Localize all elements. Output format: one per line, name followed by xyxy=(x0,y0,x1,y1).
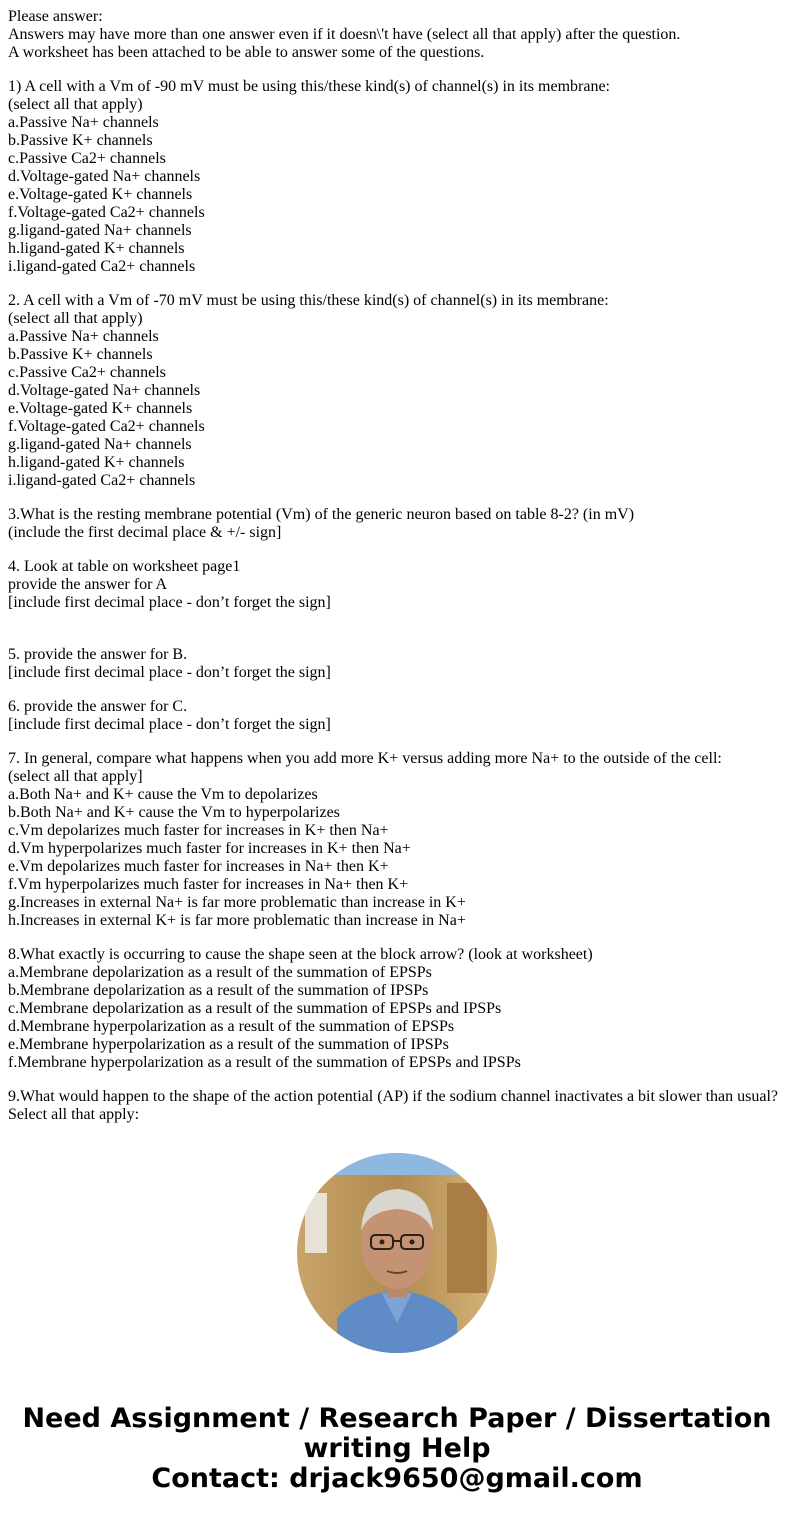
intro-line: Please answer: xyxy=(8,8,103,25)
answer-option: d.Membrane hyperpolarization as a result of the summation of EPSPs xyxy=(8,1018,455,1035)
avatar xyxy=(297,1153,497,1353)
question-text: 8.What exactly is occurring to cause the shape seen at the block arrow? (look at worksheet) xyxy=(8,946,593,963)
footer-contact: Contact: drjack9650@gmail.com xyxy=(151,1463,643,1494)
question-instruction: (select all that apply) xyxy=(8,310,143,327)
answer-option: b.Membrane depolarization as a result of the summation of IPSPs xyxy=(8,982,429,999)
answer-option: g.Increases in external Na+ is far more problematic than increase in K+ xyxy=(8,894,466,911)
answer-option: a.Passive Na+ channels xyxy=(8,114,159,131)
answer-option: i.ligand-gated Ca2+ channels xyxy=(8,472,196,489)
answer-option: f.Vm hyperpolarizes much faster for increases in Na+ then K+ xyxy=(8,876,409,893)
question-text: 2. A cell with a Vm of -70 mV must be using this/these kind(s) of channel(s) in its membrane: xyxy=(8,292,609,309)
question-instruction: (select all that apply) xyxy=(8,96,143,113)
answer-option: f.Voltage-gated Ca2+ channels xyxy=(8,204,205,221)
answer-option: c.Membrane depolarization as a result of the summation of EPSPs and IPSPs xyxy=(8,1000,502,1017)
answer-option: e.Membrane hyperpolarization as a result of the summation of IPSPs xyxy=(8,1036,449,1053)
question-1 xyxy=(8,78,788,276)
answer-option: h.Increases in external K+ is far more problematic than increase in Na+ xyxy=(8,912,466,929)
question-4 xyxy=(8,558,788,630)
question-2 xyxy=(8,292,788,490)
answer-option: c.Vm depolarizes much faster for increases in K+ then Na+ xyxy=(8,822,389,839)
question-9 xyxy=(8,1088,788,1124)
intro-line: A worksheet has been attached to be able to answer some of the questions. xyxy=(8,44,485,61)
portrait-photo xyxy=(297,1153,497,1353)
question-text: 4. Look at table on worksheet page1 xyxy=(8,558,241,575)
answer-option: b.Passive K+ channels xyxy=(8,346,153,363)
question-instruction: [include first decimal place - don’t forget the sign] xyxy=(8,664,331,681)
intro-line: Answers may have more than one answer even if it doesn\'t have (select all that apply) after the question. xyxy=(8,26,681,43)
answer-option: h.ligand-gated K+ channels xyxy=(8,454,185,471)
question-8 xyxy=(8,946,788,1072)
answer-option: g.ligand-gated Na+ channels xyxy=(8,222,192,239)
answer-option: d.Voltage-gated Na+ channels xyxy=(8,168,201,185)
footer-banner xyxy=(0,1404,794,1494)
blank-line xyxy=(8,612,788,630)
answer-option: h.ligand-gated K+ channels xyxy=(8,240,185,257)
answer-option: d.Voltage-gated Na+ channels xyxy=(8,382,201,399)
question-text: 5. provide the answer for B. xyxy=(8,646,188,663)
answer-option: e.Vm depolarizes much faster for increases in Na+ then K+ xyxy=(8,858,389,875)
answer-option: e.Voltage-gated K+ channels xyxy=(8,400,193,417)
answer-option: b.Both Na+ and K+ cause the Vm to hyperpolarizes xyxy=(8,804,340,821)
question-text: 6. provide the answer for C. xyxy=(8,698,188,715)
question-instruction: (select all that apply] xyxy=(8,768,143,785)
question-text: 3.What is the resting membrane potential (Vm) of the generic neuron based on table 8-2? (in mV) xyxy=(8,506,635,523)
question-text: provide the answer for A xyxy=(8,576,168,593)
answer-option: f.Voltage-gated Ca2+ channels xyxy=(8,418,205,435)
question-instruction: [include first decimal place - don’t forget the sign] xyxy=(8,716,331,733)
question-3 xyxy=(8,506,788,542)
question-instruction: Select all that apply: xyxy=(8,1106,140,1123)
answer-option: i.ligand-gated Ca2+ channels xyxy=(8,258,196,275)
answer-option: a.Membrane depolarization as a result of the summation of EPSPs xyxy=(8,964,432,981)
answer-option: a.Passive Na+ channels xyxy=(8,328,159,345)
question-7 xyxy=(8,750,788,930)
answer-option: c.Passive Ca2+ channels xyxy=(8,364,166,381)
answer-option: d.Vm hyperpolarizes much faster for increases in K+ then Na+ xyxy=(8,840,411,857)
question-instruction: (include the first decimal place & +/- sign] xyxy=(8,524,282,541)
answer-option: b.Passive K+ channels xyxy=(8,132,153,149)
question-text: 7. In general, compare what happens when you add more K+ versus adding more Na+ to the outside of the cell: xyxy=(8,750,722,767)
question-text: 1) A cell with a Vm of -90 mV must be using this/these kind(s) of channel(s) in its membrane: xyxy=(8,78,610,95)
answer-option: g.ligand-gated Na+ channels xyxy=(8,436,192,453)
answer-option: a.Both Na+ and K+ cause the Vm to depolarizes xyxy=(8,786,318,803)
question-5 xyxy=(8,646,788,682)
answer-option: f.Membrane hyperpolarization as a result of the summation of EPSPs and IPSPs xyxy=(8,1054,521,1071)
answer-option: c.Passive Ca2+ channels xyxy=(8,150,166,167)
question-6 xyxy=(8,698,788,734)
footer-headline: Need Assignment / Research Paper / Dissertation writing Help xyxy=(22,1403,772,1464)
answer-option: e.Voltage-gated K+ channels xyxy=(8,186,193,203)
document-body xyxy=(8,8,788,1140)
question-instruction: [include first decimal place - don’t forget the sign] xyxy=(8,594,331,611)
question-text: 9.What would happen to the shape of the action potential (AP) if the sodium channel inactivates a bit slower than usual? xyxy=(8,1088,779,1105)
intro xyxy=(8,8,788,62)
